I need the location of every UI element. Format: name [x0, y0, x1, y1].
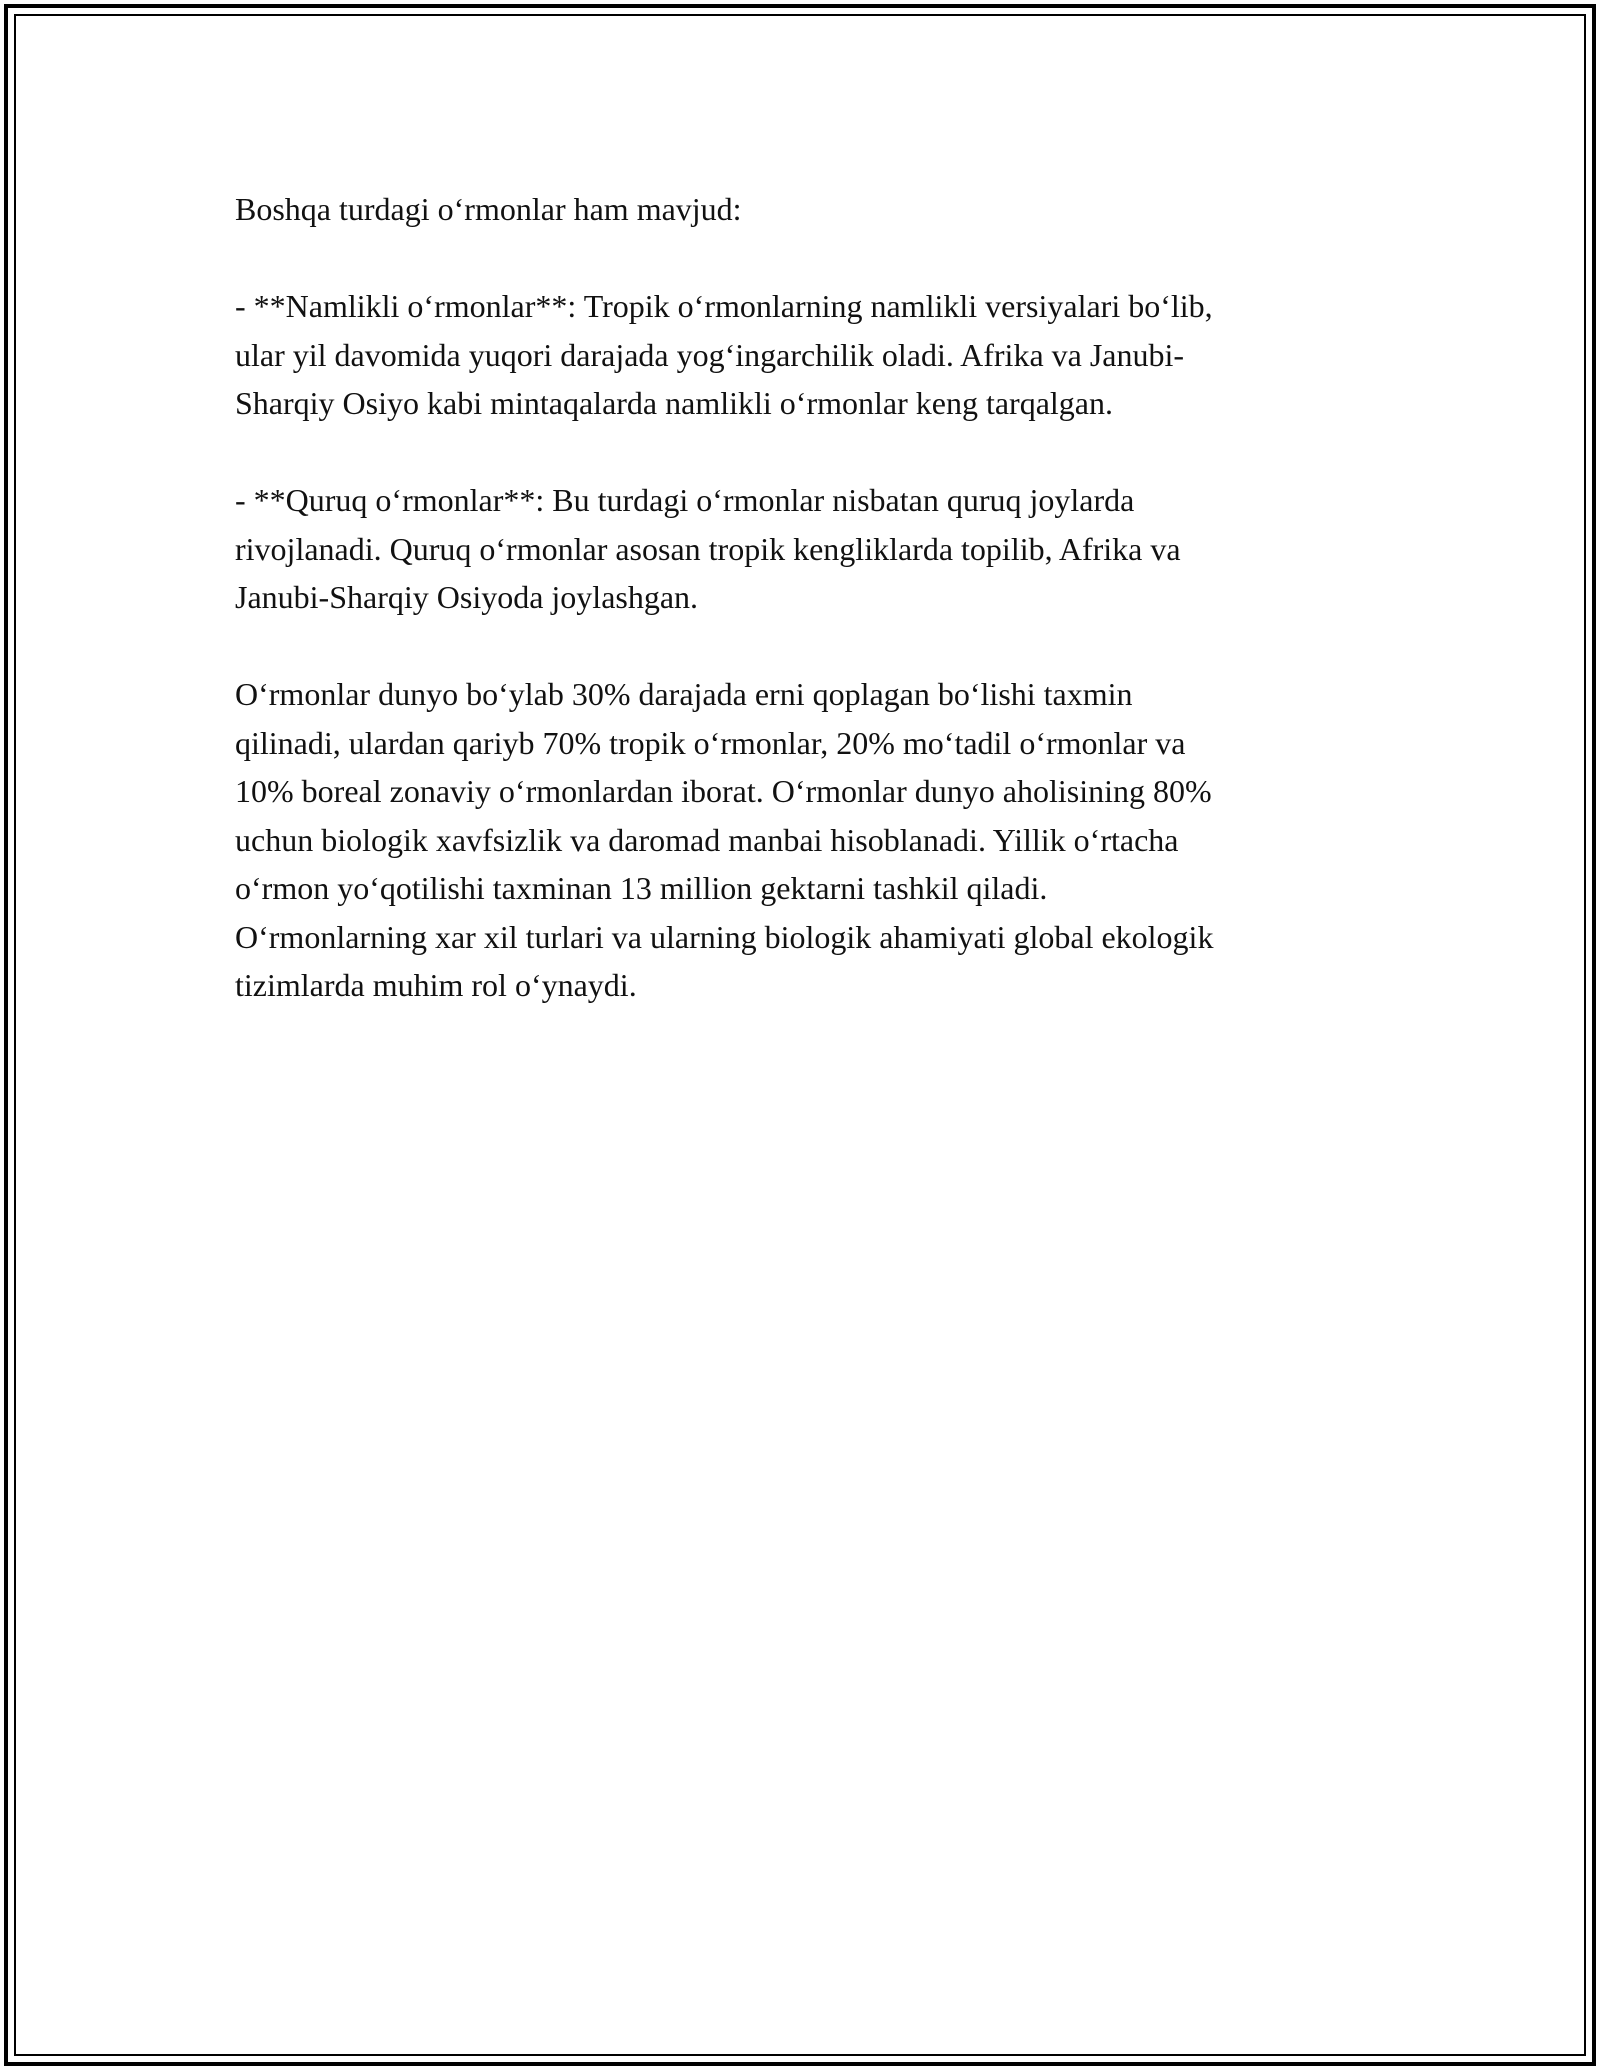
- document-body: [235, 185, 1370, 1058]
- dry-forests-paragraph: - **Quruq o‘rmonlar**: Bu turdagi o‘rmonlar nisbatan quruq joylarda rivojlanadi. Quruq o‘rmonlar asosan tropik kengliklarda topilib, Afrika va Janubi-Sharqiy Osiyoda joylashgan.: [235, 482, 1181, 615]
- forest-statistics-paragraph: O‘rmonlar dunyo bo‘ylab 30% darajada erni qoplagan bo‘lishi taxmin qilinadi, ulardan qariyb 70% tropik o‘rmonlar, 20% mo‘tadil o‘rmonlar va 10% boreal zonaviy o‘rmonlardan iborat. O‘rmonlar dunyo aholisining 80% uchun biologik xavfsizlik va daromad manbai hisoblanadi. Yillik o‘rtacha o‘rmon yo‘qotilishi taxminan 13 million gektarni tashkil qiladi. O‘rmonlarning xar xil turlari va ularning biologik ahamiyati global ekologik tizimlarda muhim rol o‘ynaydi.: [235, 676, 1214, 1003]
- intro-paragraph: Boshqa turdagi o‘rmonlar ham mavjud:: [235, 191, 742, 227]
- humid-forests-paragraph: - **Namlikli o‘rmonlar**: Tropik o‘rmonlarning namlikli versiyalari bo‘lib, ular yil davomida yuqori darajada yog‘ingarchilik oladi. Afrika va Janubi- Sharqiy Osiyo kabi mintaqalarda namlikli o‘rmonlar keng tarqalgan.: [235, 288, 1213, 421]
